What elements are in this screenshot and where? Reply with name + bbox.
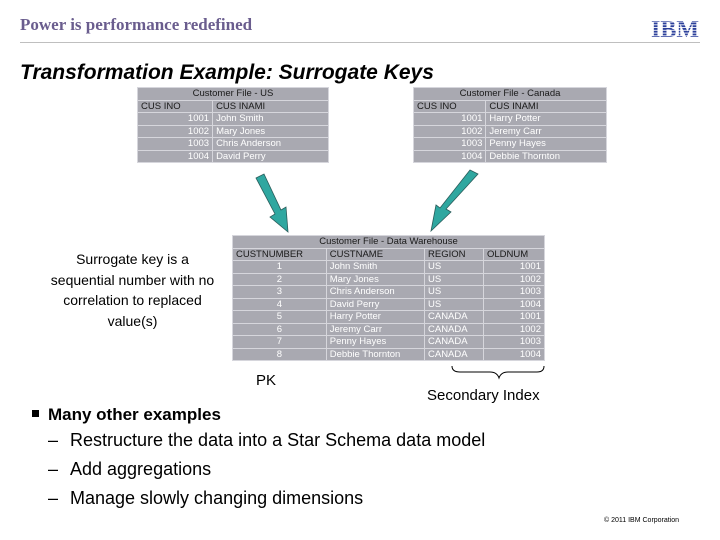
table-row xyxy=(233,348,545,361)
sub-bullet xyxy=(48,488,363,509)
table-cell: Harry Potter xyxy=(326,311,424,324)
table-cell: 1002 xyxy=(414,125,486,138)
table-cell: 1004 xyxy=(483,298,544,311)
table-cell: Jeremy Carr xyxy=(326,323,424,336)
table-cell: 3 xyxy=(233,286,327,299)
table-cell: John Smith xyxy=(326,261,424,274)
table-cell: US xyxy=(425,286,484,299)
table-cell: 4 xyxy=(233,298,327,311)
table-cell: CANADA xyxy=(425,348,484,361)
dash-icon: – xyxy=(48,488,59,508)
table-row xyxy=(233,298,545,311)
sub-bullet xyxy=(48,430,485,451)
main-bullet-text: Many other examples xyxy=(48,405,221,424)
table-cell: 1004 xyxy=(138,150,213,163)
table-row xyxy=(233,323,545,336)
tagline: Power is performance redefined xyxy=(20,15,253,34)
table-cell: 1 xyxy=(233,261,327,274)
secondary-index-bracket xyxy=(452,366,544,378)
column-header: CUS INO xyxy=(138,100,213,113)
dash-icon: – xyxy=(48,430,59,450)
sub-bullet xyxy=(48,459,211,480)
table-cell: 1003 xyxy=(414,138,486,151)
table-cell: 1003 xyxy=(483,336,544,349)
table-row xyxy=(233,286,545,299)
column-header: CUSTNUMBER xyxy=(233,248,327,261)
table-row xyxy=(233,273,545,286)
table-cell: Debbie Thornton xyxy=(326,348,424,361)
table-caption: Customer File - Canada xyxy=(414,88,607,101)
table-cell: 1002 xyxy=(138,125,213,138)
column-header: REGION xyxy=(425,248,484,261)
arrow-canada-to-warehouse xyxy=(431,170,478,231)
table-cell: Penny Hayes xyxy=(486,138,607,151)
table-cell: US xyxy=(425,298,484,311)
column-header: CUSTNAME xyxy=(326,248,424,261)
table-cell: Harry Potter xyxy=(486,113,607,126)
copyright-footer: © 2011 IBM Corporation xyxy=(604,517,680,524)
table-cell: 1001 xyxy=(483,261,544,274)
table-cell: 1003 xyxy=(483,286,544,299)
table-cell: Penny Hayes xyxy=(326,336,424,349)
table-cell: CANADA xyxy=(425,323,484,336)
table-cell: 5 xyxy=(233,311,327,324)
arrow-us-to-warehouse xyxy=(256,174,288,232)
table-cell: 8 xyxy=(233,348,327,361)
table-cell: Jeremy Carr xyxy=(486,125,607,138)
sub-bullet-text: Add aggregations xyxy=(70,459,212,479)
table-cell: 1002 xyxy=(483,273,544,286)
secondary-index-label: Secondary Index xyxy=(427,387,540,404)
table-row xyxy=(233,336,545,349)
table-cell: 1004 xyxy=(414,150,486,163)
table-cell: Chris Anderson xyxy=(213,138,329,151)
table-cell: John Smith xyxy=(213,113,329,126)
table-caption: Customer File - Data Warehouse xyxy=(233,236,545,249)
table-cell: US xyxy=(425,273,484,286)
main-bullet xyxy=(32,405,221,425)
surrogate-key-note: Surrogate key is a sequential number with no correlation to replaced value(s) xyxy=(50,251,215,329)
dash-icon: – xyxy=(48,459,59,479)
table-cell: David Perry xyxy=(326,298,424,311)
table-cell: 1002 xyxy=(483,323,544,336)
sub-bullet-text: Manage slowly changing dimensions xyxy=(70,488,364,508)
table-cell: CANADA xyxy=(425,336,484,349)
table-cell: Chris Anderson xyxy=(326,286,424,299)
pk-label: PK xyxy=(256,372,277,389)
table-cell: CANADA xyxy=(425,311,484,324)
customer-file-warehouse-table xyxy=(232,235,545,361)
logo-text: IBM xyxy=(651,17,699,39)
table-cell: 6 xyxy=(233,323,327,336)
sub-bullet-text: Restructure the data into a Star Schema data model xyxy=(70,430,486,450)
table-caption: Customer File - US xyxy=(138,88,329,101)
bullet-square-icon xyxy=(32,410,39,417)
column-header: CUS INAMI xyxy=(213,100,329,113)
table-cell: US xyxy=(425,261,484,274)
table-row xyxy=(233,261,545,274)
column-header: OLDNUM xyxy=(483,248,544,261)
table-cell: 1004 xyxy=(483,348,544,361)
table-cell: 1001 xyxy=(483,311,544,324)
table-cell: Mary Jones xyxy=(326,273,424,286)
table-cell: 2 xyxy=(233,273,327,286)
table-cell: 7 xyxy=(233,336,327,349)
table-cell: 1003 xyxy=(138,138,213,151)
column-header: CUS INO xyxy=(414,100,486,113)
table-cell: 1001 xyxy=(138,113,213,126)
table-row xyxy=(233,311,545,324)
table-cell: David Perry xyxy=(213,150,329,163)
table-cell: Debbie Thornton xyxy=(486,150,607,163)
column-header: CUS INAMI xyxy=(486,100,607,113)
slide-title: Transformation Example: Surrogate Keys xyxy=(20,61,434,84)
table-cell: Mary Jones xyxy=(213,125,329,138)
table-cell: 1001 xyxy=(414,113,486,126)
